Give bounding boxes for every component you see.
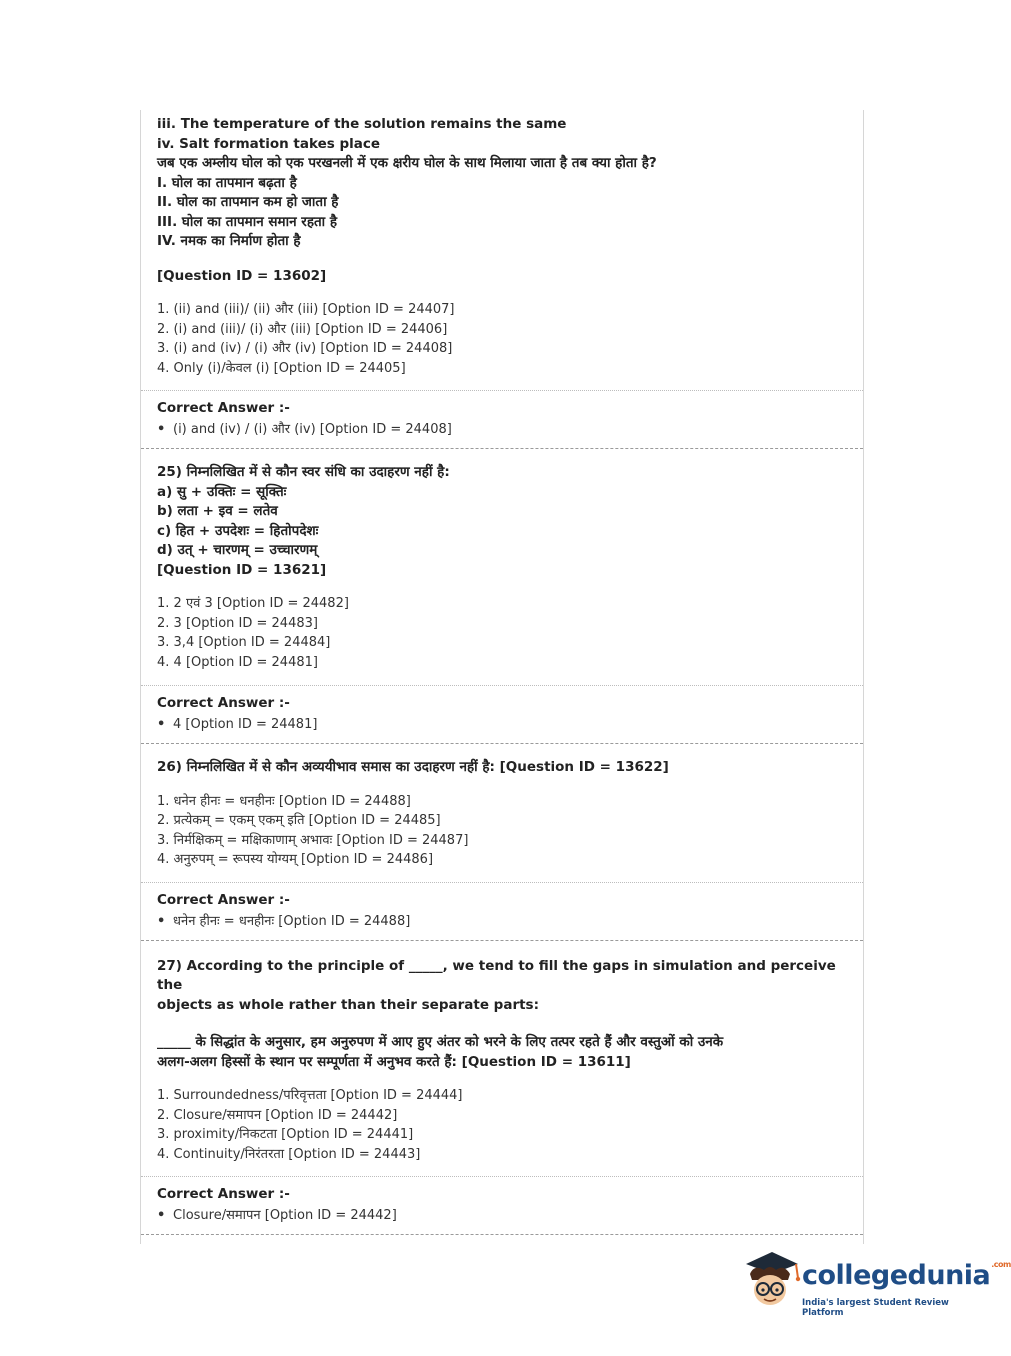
question-27-options [157, 1086, 847, 1164]
question-25-line: c) हित + उपदेशः = हितोपदेशः [157, 522, 319, 539]
question-26-line: 26) निम्नलिखित में से कौन अव्ययीभाव समास का उदाहरण नहीं है: [Question ID = 13622] [157, 759, 669, 775]
question-25-options [157, 594, 847, 672]
option-item: 3. निर्मक्षिकम् = मक्षिकाणाम् अभावः [Option ID = 24487] [157, 832, 469, 848]
correct-answer-label: Correct Answer :- [157, 891, 290, 908]
correct-answer-label: Correct Answer :- [157, 1186, 290, 1202]
collegedunia-logo[interactable] [740, 1250, 1011, 1318]
correct-answer-item: • धनेन हीनः = धनहीनः [Option ID = 24488] [157, 912, 847, 932]
correct-answer-label: Correct Answer :- [157, 695, 290, 711]
question-24 [141, 110, 863, 378]
option-item: 4. 4 [Option ID = 24481] [157, 654, 318, 670]
brand-suffix: .com [991, 1260, 1011, 1269]
question-24-line: iv. Salt formation takes place [157, 135, 381, 152]
question-24-options [157, 300, 847, 378]
question-25-line: 25) निम्नलिखित में से कौन स्वर संधि का उदाहरण नहीं है: [157, 464, 450, 480]
brand-tagline: India's largest Student Review Platform [802, 1298, 949, 1318]
student-mascot-icon [740, 1250, 802, 1314]
correct-answer-list [157, 1206, 847, 1226]
question-24-line: IV. नमक का निर्माण होता है [157, 233, 301, 249]
brand-name [802, 1260, 1011, 1291]
option-item: 3. 3,4 [Option ID = 24484] [157, 635, 331, 650]
question-paper-page [140, 110, 864, 1244]
option-item: 4. अनुरुपम् = रूपस्य योग्यम् [Option ID = 24486] [157, 852, 434, 867]
correct-answer-24 [141, 391, 863, 440]
question-25-line: a) सु + उक्तिः = सूक्तिः [157, 483, 287, 500]
correct-answer-item: • (i) and (iv) / (i) और (iv) [Option ID = 24408] [157, 420, 847, 440]
option-item: 2. Closure/समापन [Option ID = 24442] [157, 1107, 398, 1123]
question-25-id: [Question ID = 13621] [157, 561, 327, 578]
correct-answer-27 [141, 1177, 863, 1226]
correct-answer-list [157, 420, 847, 440]
correct-answer-label: Correct Answer :- [157, 400, 290, 416]
question-divider [141, 1234, 863, 1235]
question-25 [141, 449, 863, 672]
question-25-line: b) लता + इव = लतेव [157, 503, 278, 519]
question-24-id: [Question ID = 13602] [157, 267, 327, 284]
question-27-hindi-line: अलग-अलग हिस्सों के स्थान पर सम्पूर्णता में अनुभव करते हैं: [Question ID = 13611] [157, 1053, 631, 1070]
correct-answer-item: • Closure/समापन [Option ID = 24442] [157, 1206, 847, 1226]
option-item: 2. प्रत्येकम् = एकम् एकम् इति [Option ID = 24485] [157, 813, 441, 828]
option-item: 3. proximity/निकटता [Option ID = 24441] [157, 1127, 414, 1142]
question-27-english-line: 27) According to the principle of _____, we tend to fill the gaps in simulation and perceive the [157, 957, 836, 993]
correct-answer-26 [141, 883, 863, 932]
question-24-line: II. घोल का तापमान कम हो जाता है [157, 194, 339, 210]
correct-answer-item: • 4 [Option ID = 24481] [157, 715, 847, 735]
question-24-line: I. घोल का तापमान बढ़ता है [157, 174, 297, 191]
option-item: 2. 3 [Option ID = 24483] [157, 615, 318, 631]
option-item: 4. Continuity/निरंतरता [Option ID = 24443] [157, 1146, 421, 1162]
option-item: 3. (i) and (iv) / (i) और (iv) [Option ID = 24408] [157, 341, 453, 356]
question-24-line: III. घोल का तापमान समान रहता है [157, 213, 338, 230]
question-27 [141, 941, 863, 1165]
question-25-line: d) उत् + चारणम् = उच्चारणम् [157, 542, 318, 558]
correct-answer-list [157, 912, 847, 932]
correct-answer-25 [141, 686, 863, 735]
option-item: 1. धनेन हीनः = धनहीनः [Option ID = 24488] [157, 793, 411, 809]
option-item: 1. Surroundedness/परिवृत्तता [Option ID = 24444] [157, 1088, 463, 1103]
option-item: 2. (i) and (iii)/ (i) और (iii) [Option ID = 24406] [157, 321, 448, 337]
question-27-hindi-line: _____ के सिद्धांत के अनुसार, हम अनुरुपण में आए हुए अंतर को भरने के लिए तत्पर रहते हैं और वस्तुओं को उनके [157, 1034, 724, 1050]
brand-text: collegedunia [802, 1260, 991, 1291]
option-item: 1. (ii) and (iii)/ (ii) और (iii) [Option ID = 24407] [157, 302, 455, 317]
question-26-options [157, 792, 847, 870]
option-item: 1. 2 एवं 3 [Option ID = 24482] [157, 596, 349, 611]
question-24-line: iii. The temperature of the solution remains the same [157, 116, 567, 132]
question-26 [141, 744, 863, 870]
question-24-line: जब एक अम्लीय घोल को एक परखनली में एक क्षरीय घोल के साथ मिलाया जाता है तब क्या होता है? [157, 155, 657, 171]
option-item: 4. Only (i)/केवल (i) [Option ID = 24405] [157, 360, 406, 376]
question-27-english-line: objects as whole rather than their separate parts: [157, 996, 539, 1013]
correct-answer-list [157, 715, 847, 735]
